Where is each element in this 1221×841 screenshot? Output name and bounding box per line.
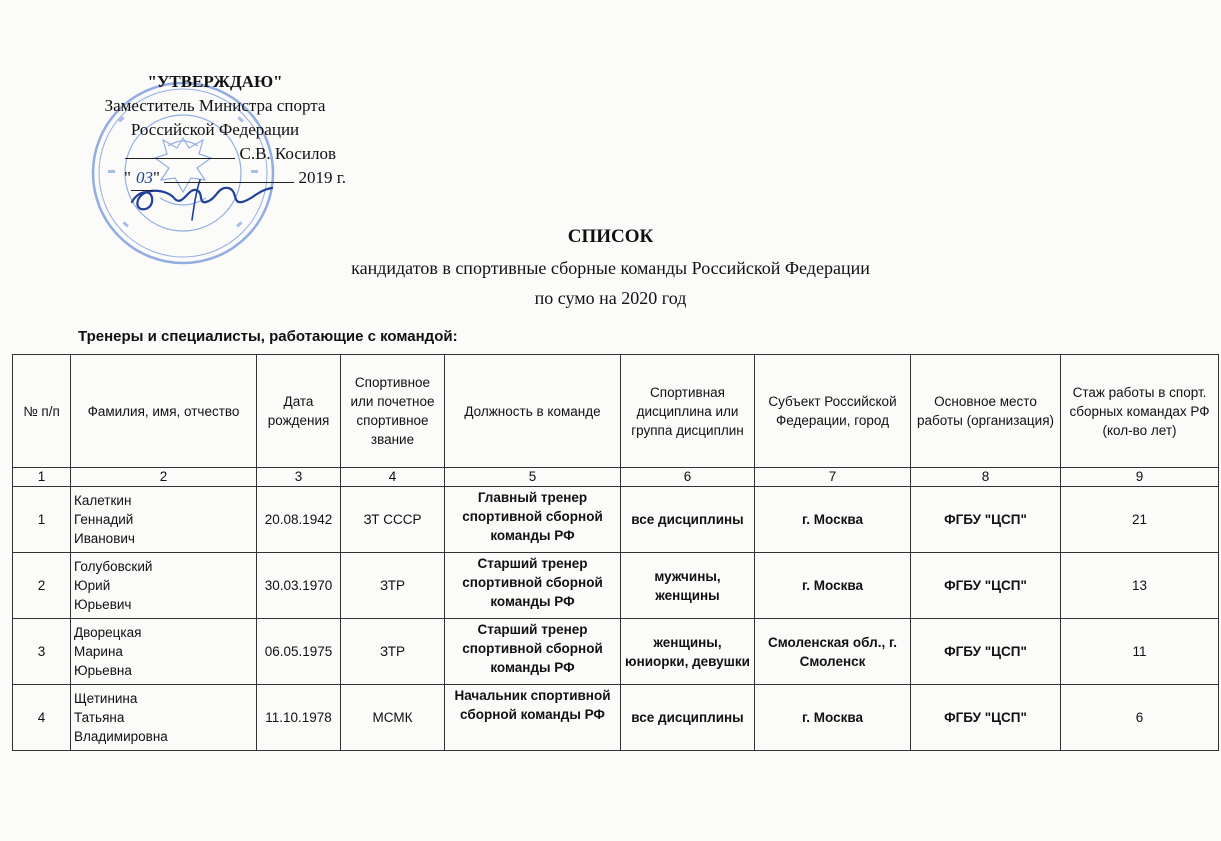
approval-signatory: С.В. Косилов [239,144,336,163]
table-row [13,553,1219,619]
cell-position: Главный тренер спортивной сборной команды РФ [445,487,621,553]
column-number: 5 [445,468,621,487]
cell-position: Старший тренер спортивной сборной команды РФ [445,619,621,685]
cell-number: 1 [13,487,71,553]
cell-sport-title: ЗТР [341,619,445,685]
approval-title: "УТВЕРЖДАЮ" [147,72,283,91]
header-region: Субъект Российской Федерации, город [755,355,911,468]
approval-date-line [70,166,360,191]
approval-block [70,70,360,191]
approval-date-month [164,182,294,183]
patronymic: Юрьевна [74,663,132,678]
cell-region: Смоленская обл., г. Смоленск [755,619,911,685]
cell-region: г. Москва [755,553,911,619]
first-name: Марина [74,644,123,659]
table-row [13,685,1219,751]
cell-full-name [71,487,257,553]
header-discipline: Спортивная дисциплина или группа дисциплин [621,355,755,468]
cell-birth-date: 06.05.1975 [257,619,341,685]
first-name: Геннадий [74,512,134,527]
cell-sport-title: ЗТ СССР [341,487,445,553]
cell-discipline: все дисциплины [621,685,755,751]
date-close-quote: " [152,168,160,187]
table-row [13,619,1219,685]
document-subtitle-2: по сумо на 2020 год [534,288,687,308]
cell-birth-date: 30.03.1970 [257,553,341,619]
date-open-quote: " [124,168,131,187]
cell-birth-date: 11.10.1978 [257,685,341,751]
cell-experience: 6 [1061,685,1219,751]
column-number: 3 [257,468,341,487]
column-number: 7 [755,468,911,487]
column-number: 4 [341,468,445,487]
header-sport-title: Спортивное или почетное спортивное звание [341,355,445,468]
approval-date-year: 2019 г. [298,168,346,187]
cell-full-name [71,619,257,685]
approval-ministry: Российской Федерации [130,120,300,139]
cell-position: Старший тренер спортивной сборной команды РФ [445,553,621,619]
patronymic: Иванович [74,531,135,546]
first-name: Юрий [74,578,111,593]
cell-workplace: ФГБУ "ЦСП" [911,685,1061,751]
surname: Калеткин [74,493,132,508]
header-full-name: Фамилия, имя, отчество [71,355,257,468]
cell-birth-date: 20.08.1942 [257,487,341,553]
column-number: 9 [1061,468,1219,487]
cell-sport-title: МСМК [341,685,445,751]
signature-blank [125,158,235,159]
column-number: 2 [71,468,257,487]
approval-date-day: 03 [131,166,153,191]
first-name: Татьяна [74,710,125,725]
header-birth-date: Дата рождения [257,355,341,468]
surname: Голубовский [74,559,153,574]
table-row [13,487,1219,553]
candidates-table [12,354,1219,751]
cell-discipline: все дисциплины [621,487,755,553]
cell-number: 3 [13,619,71,685]
table-column-numbers-row [13,468,1219,487]
cell-experience: 11 [1061,619,1219,685]
approval-position: Заместитель Министра спорта [104,96,326,115]
cell-number: 2 [13,553,71,619]
cell-full-name [71,685,257,751]
document-subtitle-1: кандидатов в спортивные сборные команды Российской Федерации [351,258,870,278]
cell-discipline: мужчины, женщины [621,553,755,619]
cell-full-name [71,553,257,619]
cell-number: 4 [13,685,71,751]
cell-workplace: ФГБУ "ЦСП" [911,553,1061,619]
patronymic: Владимировна [74,729,168,744]
document-title: СПИСОК [567,226,654,247]
surname: Дворецкая [74,625,142,640]
cell-region: г. Москва [755,487,911,553]
cell-experience: 21 [1061,487,1219,553]
cell-region: г. Москва [755,685,911,751]
surname: Щетинина [74,691,138,706]
header-experience: Стаж работы в спорт. сборных командах РФ (кол-во лет) [1061,355,1219,468]
cell-position: Начальник спортивной сборной команды РФ [445,685,621,751]
cell-workplace: ФГБУ "ЦСП" [911,487,1061,553]
section-label: Тренеры и специалисты, работающие с командой: [78,328,458,345]
column-number: 6 [621,468,755,487]
header-number: № п/п [13,355,71,468]
table-header-row [13,355,1219,468]
header-workplace: Основное место работы (организация) [911,355,1061,468]
cell-sport-title: ЗТР [341,553,445,619]
cell-experience: 13 [1061,553,1219,619]
header-position: Должность в команде [445,355,621,468]
cell-workplace: ФГБУ "ЦСП" [911,619,1061,685]
column-number: 1 [13,468,71,487]
column-number: 8 [911,468,1061,487]
patronymic: Юрьевич [74,597,132,612]
approval-signatory-line [70,142,360,166]
cell-discipline: женщины, юниорки, девушки [621,619,755,685]
